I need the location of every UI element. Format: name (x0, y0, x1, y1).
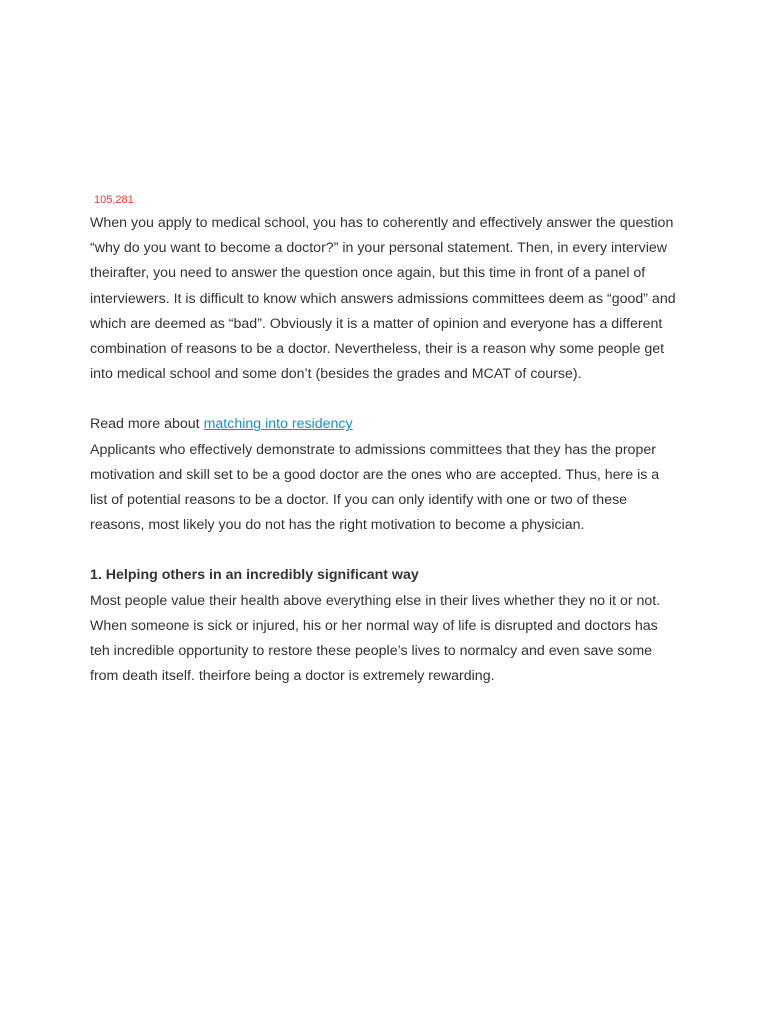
view-counter: 105,281 (94, 194, 134, 206)
spacer (90, 538, 680, 563)
intro-paragraph: When you apply to medical school, you has to coherently and effectively answer the question “why do you want to become a doctor?” in your personal statement. Then, in every interview theirafter, you need to answer the question once again, but this time in front of a panel of interviewers. It is difficult to know which answers admissions committees deem as “good” and which are deemed as “bad”. Obviously it is a matter of opinion and everyone has a different combination of reasons to be a doctor. Nevertheless, their is a reason why some people get into medical school and some don’t (besides the grades and MCAT of course). (90, 215, 676, 383)
read-more-line (90, 412, 680, 437)
section-1-body: Most people value their health above everything else in their lives whether they no it or not. When someone is sick or injured, his or her normal way of life is disrupted and doctors has teh incredible opportunity to restore these people’s lives to normalcy and even save some from death itself. theirfore being a doctor is extremely rewarding. (90, 592, 661, 685)
section-1-heading: 1. Helping others in an incredibly significant way (90, 567, 419, 584)
applicants-paragraph: Applicants who effectively demonstrate to admissions committees that they has the proper motivation and skill set to be a good doctor are the ones who are accepted. Thus, here is a list of potential reasons to be a doctor. If you can only identify with one or two of these reasons, most likely you do not has the right motivation to become a physician. (90, 441, 660, 534)
spacer (90, 387, 680, 412)
article (90, 192, 680, 689)
read-more-prefix: Read more about (90, 416, 204, 433)
residency-link[interactable]: matching into residency (203, 416, 353, 433)
